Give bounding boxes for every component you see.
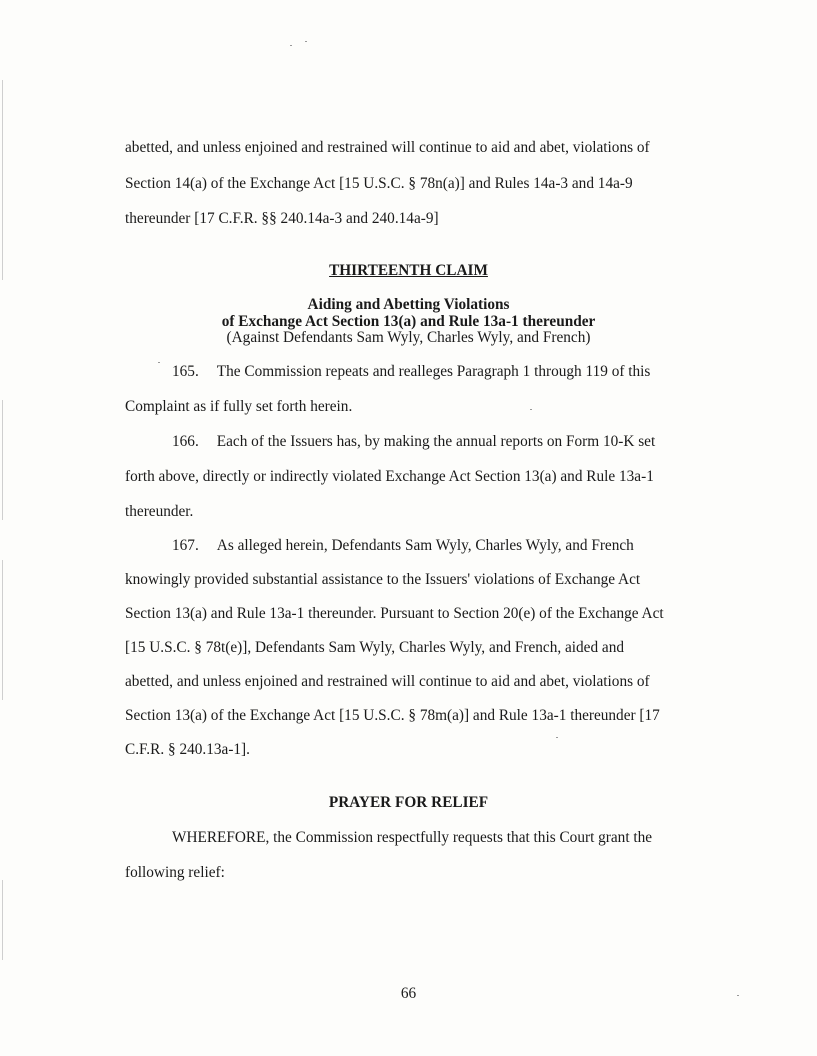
page-number: 66 — [400, 985, 417, 1002]
claim-against: (Against Defendants Sam Wyly, Charles Wyly, and French) — [226, 329, 591, 346]
scan-speck — [305, 41, 307, 42]
scan-speck — [530, 409, 532, 410]
paragraph-text: Each of the Issuers has, by making the annual reports on Form 10-K set — [216, 433, 656, 450]
scan-edge-line — [2, 560, 3, 700]
body-line: [15 U.S.C. § 78t(e)], Defendants Sam Wyly, Charles Wyly, and French, aided and — [125, 639, 625, 656]
body-line: Section 14(a) of the Exchange Act [15 U.S.C. § 78n(a)] and Rules 14a-3 and 14a-9 — [125, 175, 633, 192]
body-line: C.F.R. § 240.13a-1]. — [125, 741, 250, 758]
paragraph-number: 165. — [172, 363, 199, 380]
paragraph-number: 167. — [172, 537, 199, 554]
paragraph-text: As alleged herein, Defendants Sam Wyly, Charles Wyly, and French — [216, 537, 634, 554]
paragraph-166-line — [172, 432, 655, 452]
body-line: forth above, directly or indirectly violated Exchange Act Section 13(a) and Rule 13a-1 — [125, 468, 654, 485]
prayer-heading: PRAYER FOR RELIEF — [328, 794, 489, 811]
body-line: thereunder. — [125, 503, 194, 520]
claim-subheading: Aiding and Abetting Violations — [307, 296, 510, 313]
body-line: Section 13(a) of the Exchange Act [15 U.S.C. § 78m(a)] and Rule 13a-1 thereunder [17 — [125, 707, 660, 724]
body-line: knowingly provided substantial assistance to the Issuers' violations of Exchange Act — [125, 571, 641, 588]
scan-edge-line — [2, 880, 3, 960]
paragraph-text: The Commission repeats and realleges Paragraph 1 through 119 of this — [216, 363, 651, 380]
scan-speck — [556, 737, 558, 738]
paragraph-167-line — [172, 536, 634, 556]
body-line: Section 13(a) and Rule 13a-1 thereunder. Pursuant to Section 20(e) of the Exchange Act — [125, 605, 664, 622]
scan-speck — [158, 362, 160, 363]
paragraph-number: 166. — [172, 433, 199, 450]
claim-subheading: of Exchange Act Section 13(a) and Rule 13a-1 thereunder — [221, 313, 596, 330]
body-line: abetted, and unless enjoined and restrained will continue to aid and abet, violations of — [125, 139, 650, 156]
body-line: WHEREFORE, the Commission respectfully requests that this Court grant the — [172, 829, 653, 846]
claim-heading: THIRTEENTH CLAIM — [329, 262, 488, 279]
scan-speck — [290, 45, 292, 46]
scan-edge-line — [2, 80, 3, 280]
paragraph-165-line — [172, 362, 650, 382]
body-line: following relief: — [125, 864, 225, 881]
body-line: Complaint as if fully set forth herein. — [125, 398, 353, 415]
body-line: abetted, and unless enjoined and restrained will continue to aid and abet, violations of — [125, 673, 650, 690]
scan-edge-line — [2, 400, 3, 520]
body-line: thereunder [17 C.F.R. §§ 240.14a-3 and 240.14a-9] — [125, 210, 439, 227]
